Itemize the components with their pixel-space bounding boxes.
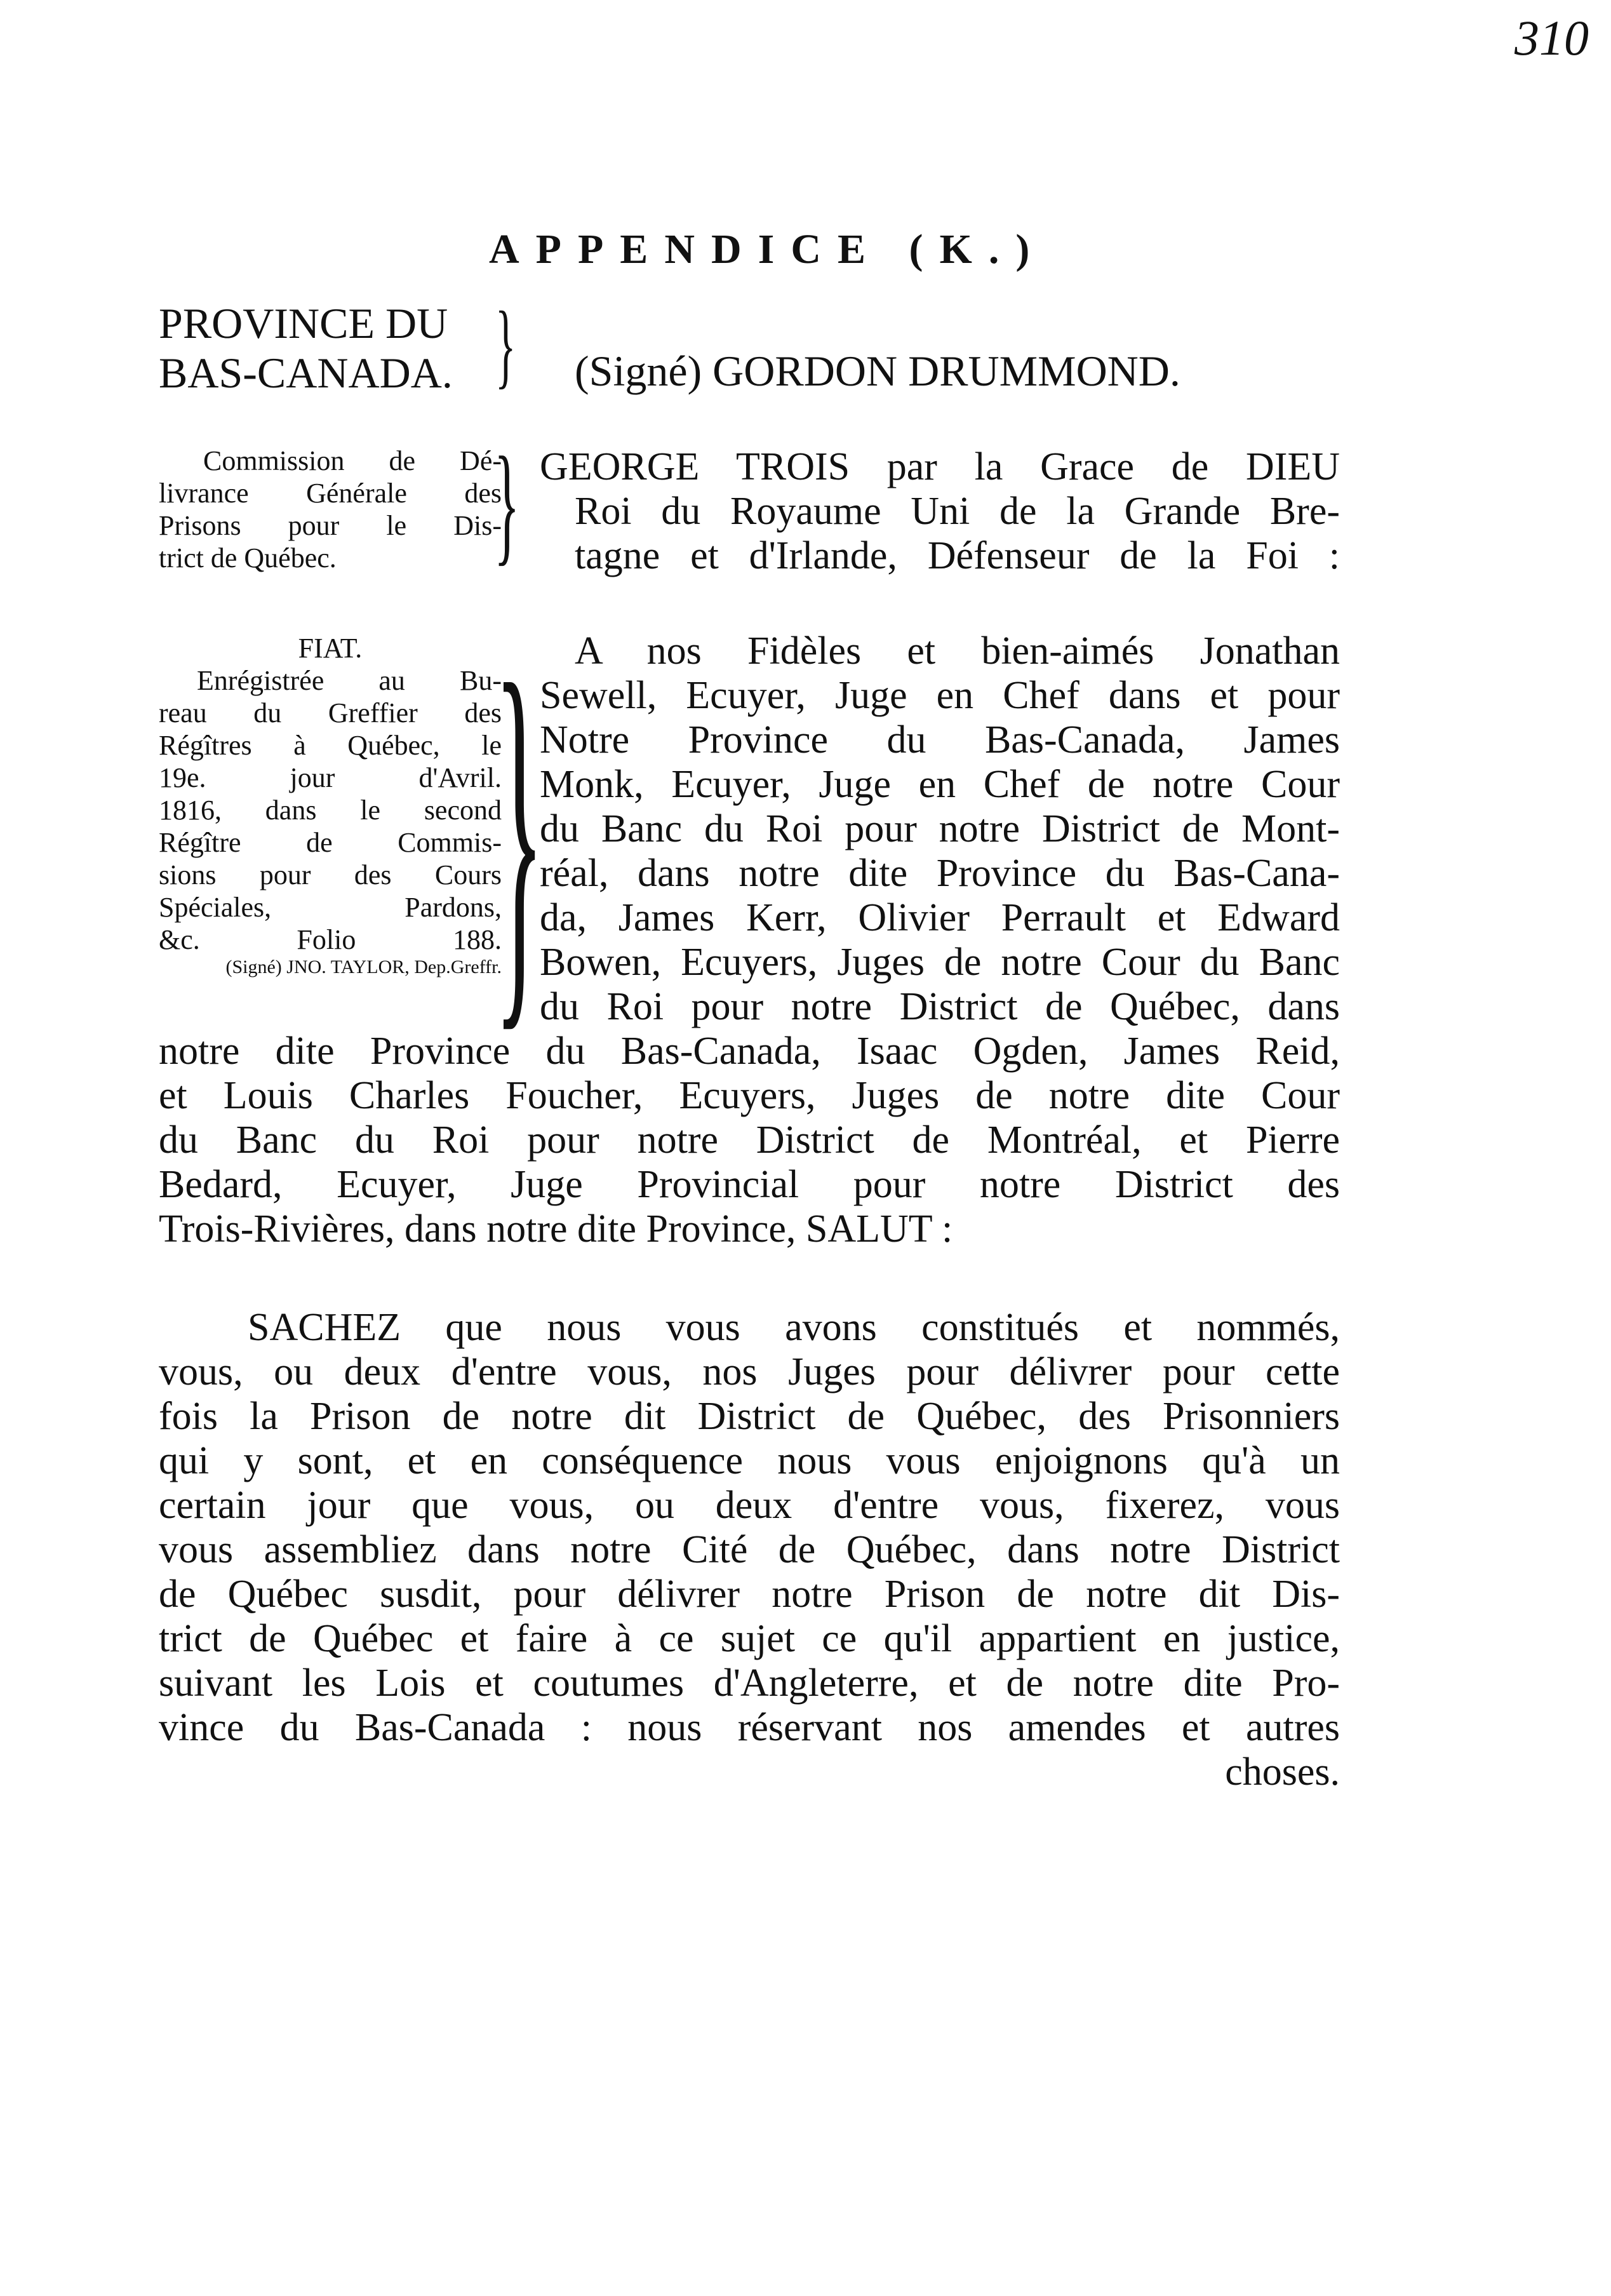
margin-commission-line: livrance Générale des [159, 478, 502, 509]
body-line: de Québec susdit, pour délivrer notre Prison de notre dit Dis- [159, 1573, 1340, 1616]
body-line: vous, ou deux d'entre vous, nos Juges pour délivrer pour cette [159, 1350, 1340, 1393]
address-indented [540, 629, 1340, 1029]
fiat-line: 19e. jour d'Avril. [159, 762, 502, 793]
body-line: vince du Bas-Canada : nous réservant nos amendes et autres [159, 1706, 1340, 1749]
preamble-line: Roi du Royaume Uni de la Grande Bre- [575, 490, 1340, 533]
address-full-line: et Louis Charles Foucher, Ecuyers, Juges de notre dite Cour [159, 1074, 1340, 1117]
address-line: du Roi pour notre District de Québec, dans [540, 985, 1340, 1028]
margin-note-fiat [159, 632, 502, 979]
body-paragraph [159, 1305, 1340, 1794]
body-line: SACHEZ que nous vous avons constitués et nommés, [248, 1306, 1340, 1349]
fiat-line: Régîtres à Québec, le [159, 730, 502, 761]
address-line: réal, dans notre dite Province du Bas-Cana- [540, 852, 1340, 895]
address-line: Notre Province du Bas-Canada, James [540, 718, 1340, 762]
margin-note-commission [159, 445, 502, 574]
address-line: Monk, Ecuyer, Juge en Chef de notre Cour [540, 763, 1340, 806]
body-line: fois la Prison de notre dit District de Québec, des Prisonniers [159, 1395, 1340, 1438]
address-line: Sewell, Ecuyer, Juge en Chef dans et pour [540, 674, 1340, 717]
page-number: 310 [1514, 10, 1589, 65]
address-full-line: Trois-Rivières, dans notre dite Province, SALUT : [159, 1207, 953, 1251]
body-line: certain jour que vous, ou deux d'entre vous, fixerez, vous [159, 1484, 1340, 1527]
address-continued [159, 1029, 1340, 1251]
body-line: choses. [1225, 1750, 1340, 1794]
fiat-brace: } [494, 600, 545, 1064]
fiat-line: Spéciales, Pardons, [159, 892, 502, 923]
commission-brace: } [494, 430, 520, 577]
body-line: qui y sont, et en conséquence nous vous enjoignons qu'à un [159, 1439, 1340, 1482]
address-line: A nos Fidèles et bien-aimés Jonathan [575, 629, 1340, 673]
preamble-line: GEORGE TROIS par la Grace de DIEU [540, 445, 1340, 488]
signature-governor: (Signé) GORDON DRUMMOND. [575, 347, 1180, 395]
preamble-line: tagne et d'Irlande, Défenseur de la Foi : [575, 534, 1340, 577]
fiat-heading: FIAT. [298, 633, 363, 664]
address-line: Bowen, Ecuyers, Juges de notre Cour du Banc [540, 941, 1340, 984]
preamble [540, 445, 1340, 578]
fiat-line: Enrégistrée au Bu- [197, 665, 502, 696]
fiat-signature: (Signé) JNO. TAYLOR, Dep.Greffr. [225, 957, 502, 977]
province-brace: } [495, 292, 516, 398]
address-full-line: du Banc du Roi pour notre District de Montréal, et Pierre [159, 1118, 1340, 1162]
fiat-line: Régître de Commis- [159, 827, 502, 858]
appendix-title: APPENDICE (K.) [489, 226, 1046, 272]
margin-commission-line: Prisons pour le Dis- [159, 510, 502, 541]
fiat-line: &c. Folio 188. [159, 924, 502, 955]
province-heading [159, 299, 453, 398]
margin-commission-line: trict de Québec. [159, 542, 337, 574]
address-line: du Banc du Roi pour notre District de Mont- [540, 807, 1340, 850]
address-full-line: notre dite Province du Bas-Canada, Isaac Ogden, James Reid, [159, 1030, 1340, 1073]
address-line: da, James Kerr, Olivier Perrault et Edward [540, 896, 1340, 939]
province-line-1: PROVINCE DU [159, 299, 448, 347]
province-line-2: BAS-CANADA. [159, 349, 453, 397]
address-full-line: Bedard, Ecuyer, Juge Provincial pour notre District des [159, 1163, 1340, 1206]
fiat-line: reau du Greffier des [159, 697, 502, 728]
body-line: trict de Québec et faire à ce sujet ce qu'il appartient en justice, [159, 1617, 1340, 1660]
fiat-line: sions pour des Cours [159, 859, 502, 890]
body-line: vous assembliez dans notre Cité de Québec, dans notre District [159, 1528, 1340, 1571]
fiat-line: 1816, dans le second [159, 795, 502, 826]
body-line: suivant les Lois et coutumes d'Angleterre, et de notre dite Pro- [159, 1662, 1340, 1705]
margin-commission-line: Commission de Dé- [203, 445, 502, 476]
